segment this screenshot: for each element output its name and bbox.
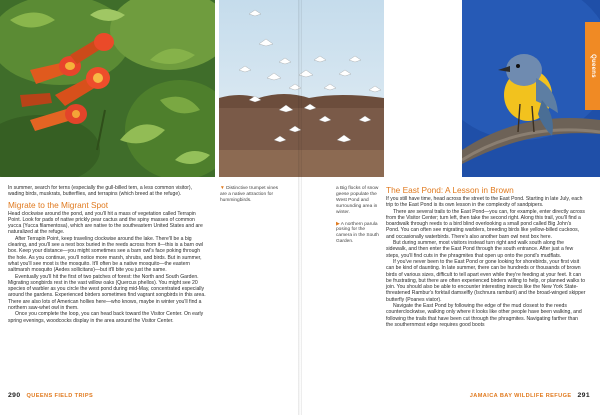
running-head: JAMAICA BAY WILDLIFE REFUGE: [469, 393, 572, 399]
section-heading-migrant-spot: Migrate to the Migrant Spot: [8, 199, 109, 210]
left-footer: [8, 392, 93, 399]
right-page: [300, 0, 600, 415]
section-tab-queens: [585, 22, 600, 110]
trumpet-vine-caption: ▼ Distinctive trumpet vines are a native attraction for hummingbirds.: [220, 186, 279, 203]
section-tab-label: Queens: [589, 54, 596, 78]
left-text-column: [8, 185, 208, 324]
page-number: 290: [8, 392, 21, 399]
section-heading-east-pond: The East Pond: A Lesson in Brown: [386, 185, 514, 195]
caption-arrow-icon: ▶: [336, 221, 341, 227]
caption-column: [336, 186, 382, 245]
caption-arrow-icon: ▼: [220, 186, 227, 191]
body-paragraph: After Terrapin Point, keep traveling clockwise around the lake. There'll be a big clearing, and you'll see a nest box buried in the reeds across from it—this is a barn owl box. Keep your distance—you might sometimes see a barn owl's face poking through the hole. As you continue, you'll notice more marsh, shrubs, and birds. But in summer, what you'll see most is the mosquito. It'll often be a native mosquito—the eastern saltmarsh mosquito (Aedes sollicitans)—but it'll bite you just the same.: [8, 235, 204, 274]
snow-geese-caption: a Big flocks of snow geese populate the West Pond and surrounding area in winter.: [336, 186, 379, 215]
body-paragraph: But during summer, most visitors instead turn right and walk south along the sidewalk, and then enter the East Pond through the south entrance. After just a few steps, you'll find cuts in the phragmites that open up onto the pond's mudflats.: [386, 240, 574, 259]
body-paragraph: If you've never been to the East Pond or gone looking for shorebirds, your first visit can be kind of daunting. In late summer, there can be hundreds or thousands of brown birds of various sizes, difficult to tell apart even while they're feeding at your feet. It can be frustrating, but there are often experienced birders willing to help, or planned walks to join. You should also be able to encounter interesting insects like the New York State-threatened Rambur's forktail damselfly (Ischnura ramburii) and the broad-winged skipper butterfly (Poanes viator).: [386, 258, 586, 303]
northern-parula-photo: [462, 0, 600, 177]
body-paragraph: If you still have time, head across the street to the East Pond. Starting in late July, each trip to the East Pond is its own lesson in the complexity of sandpipers.: [386, 196, 583, 209]
body-paragraph: Head clockwise around the pond, and you'll hit a mass of vegetation called Terrapin Point. Look for pads of native prickly pear cactus and the spiny masses of common yucca (Yucca filamentosa), which are native to the southeastern United States and are naturalized at the refuge.: [8, 210, 203, 236]
body-paragraph: Once you complete the loop, you can head back toward the Visitor Center. On early spring evenings, woodcocks display in the area around the Visitor Center.: [8, 311, 204, 324]
right-text-column: [386, 185, 586, 328]
body-paragraph: Eventually you'll hit the first of two patches of forest: the North and South Garden. Migrating songbirds rest in the vast willow oaks (Quercus phellos). You might see 20 species of warbler as you circle the west pond during mid-May, concentrated especially around the gardens. Experienced birders sometimes find vagrant songbirds in this area. There are also lots of American hollies here—who knows, maybe in winter you'll find a northern saw-whet owl in them.: [8, 273, 206, 312]
spread-gutter: [298, 0, 302, 415]
body-paragraph: There are several trails to the East Pond—you can, for example, enter directly across from the Visitor Center; turn left, then take the second right. Along this trail, you'll find a boardwalk through reeds to a bird blind overlooking a small pond called Big John's Pond. You can often see migrating warblers, breeding birds like yellow-billed cuckoos, and occasionally waterbirds. There's also another barn owl nest box here.: [386, 208, 585, 240]
trumpet-vine-photo: [0, 0, 215, 177]
parula-caption: ▶ A northern parula posing for the camera in the South Garden.: [336, 221, 379, 245]
running-head: QUEENS FIELD TRIPS: [26, 393, 94, 399]
page-number: 291: [577, 392, 590, 399]
intro-paragraph: In summer, search for terns (especially the gull-billed tern, a less common visitor), wading birds, muskrats, butterflies, and terrapins (which breed at the refuge).: [8, 185, 193, 198]
body-paragraph: Navigate the East Pond by following the edge of the mud closest to the reeds counterclockwise, walking only where it looks like other people have been walking, and following the trails that have been cut through the phragmites. Navigating farther than the southernmost edge requires good boots: [386, 303, 582, 328]
right-footer: [470, 392, 590, 399]
